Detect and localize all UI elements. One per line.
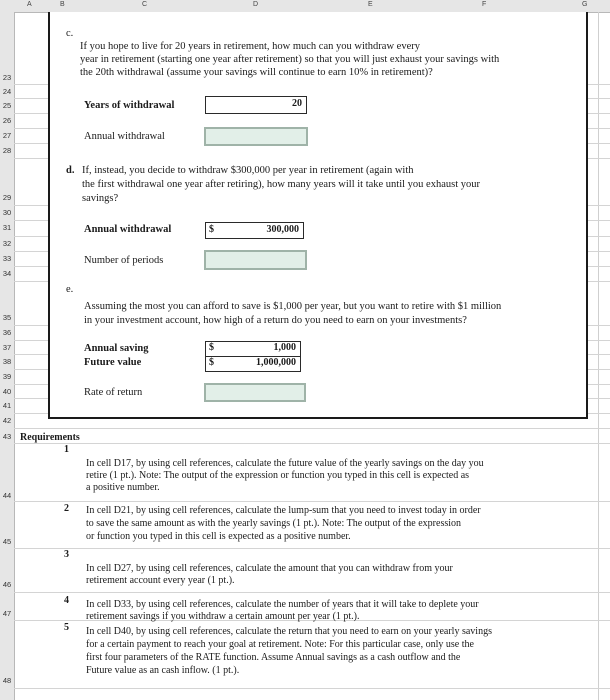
requirement-5-line-2: for a certain payment to reach your goal at retirement. Note: For this particular case, only use the: [86, 639, 474, 650]
number-of-periods-answer-cell[interactable]: [204, 250, 307, 270]
requirement-1-line-2: retire (1 pt.). Note: The output of the expression or function you typed in this cell is expected as: [86, 470, 470, 481]
requirement-1-line-1: In cell D17, by using cell references, calculate the future value of the yearly savings on the day you: [86, 458, 484, 469]
rate-of-return-label: Rate of return: [84, 387, 143, 398]
part-d-question-line-2: the first withdrawal one year after retiring), how many years will it take until you exhaust your: [82, 179, 481, 190]
requirement-number: 5: [64, 622, 69, 633]
requirement-3-line-1: In cell D27, by using cell references, calculate the amount that you can withdraw from your: [86, 563, 453, 574]
row-number[interactable]: 30: [2, 208, 12, 217]
row-number[interactable]: 46: [2, 580, 12, 589]
requirement-number: 4: [64, 595, 69, 606]
currency-symbol: $: [209, 224, 214, 235]
column-header-d[interactable]: D: [253, 1, 259, 8]
row-number[interactable]: 41: [2, 401, 12, 410]
years-of-withdrawal-value: 20: [292, 98, 302, 109]
row-number[interactable]: 45: [2, 537, 12, 546]
requirement-5-line-1: In cell D40, by using cell references, calculate the return that you need to earn on your yearly savings: [86, 626, 492, 637]
row-number[interactable]: 23: [2, 73, 12, 82]
row-number[interactable]: 29: [2, 193, 12, 202]
requirement-4-line-1: In cell D33, by using cell references, calculate the number of years that it will take to deplete your: [86, 599, 479, 610]
requirement-number: 3: [64, 549, 69, 560]
column-header-f[interactable]: F: [482, 1, 487, 8]
row-gridline: [14, 443, 610, 444]
number-of-periods-label: Number of periods: [84, 255, 164, 266]
part-d-question-line-3: savings?: [82, 193, 119, 204]
row-number[interactable]: 38: [2, 357, 12, 366]
column-gridline: [598, 12, 599, 700]
future-value-input-cell[interactable]: [205, 356, 301, 372]
row-gridline: [14, 428, 610, 429]
part-d-letter: d.: [66, 165, 75, 176]
requirement-number: 1: [64, 444, 69, 455]
row-number[interactable]: 24: [2, 87, 12, 96]
requirement-4-line-2: retirement savings if you withdraw a certain amount per year (1 pt.).: [86, 611, 360, 622]
column-header-b[interactable]: B: [60, 1, 65, 8]
currency-symbol: $: [209, 357, 214, 368]
future-value-label: Future value: [84, 357, 142, 368]
part-c-letter: c.: [66, 28, 74, 39]
future-value-value: 1,000,000: [256, 357, 296, 368]
annual-withdrawal-input-cell[interactable]: [205, 222, 304, 239]
row-number[interactable]: 25: [2, 101, 12, 110]
row-number[interactable]: 32: [2, 239, 12, 248]
row-gridline: [14, 548, 610, 549]
currency-symbol: $: [209, 342, 214, 353]
rate-of-return-answer-cell[interactable]: [204, 383, 306, 402]
requirement-5-line-4: Future value as an cash inflow. (1 pt.).: [86, 665, 240, 676]
row-number[interactable]: 31: [2, 223, 12, 232]
row-number[interactable]: 34: [2, 269, 12, 278]
annual-withdrawal-answer-cell[interactable]: [204, 127, 308, 146]
years-of-withdrawal-label: Years of withdrawal: [84, 100, 175, 111]
annual-withdrawal-label-d: Annual withdrawal: [84, 224, 172, 235]
part-d-question-line-1: If, instead, you decide to withdraw $300,000 per year in retirement (again with: [82, 165, 414, 176]
requirements-heading: Requirements: [20, 432, 80, 443]
column-header-e[interactable]: E: [368, 1, 373, 8]
row-number[interactable]: 35: [2, 313, 12, 322]
requirement-2-line-2: to save the same amount as with the yearly savings (1 pt.). Note: The output of the expression: [86, 518, 462, 529]
part-c-question-line-1: If you hope to live for 20 years in retirement, how much can you withdraw every: [80, 41, 420, 52]
row-number[interactable]: 40: [2, 387, 12, 396]
annual-saving-label: Annual saving: [84, 343, 149, 354]
column-header-a[interactable]: A: [27, 1, 32, 8]
requirement-5-line-3: first four parameters of the RATE function. Assume Annual savings as a cash outflow and the: [86, 652, 461, 663]
part-e-letter: e.: [66, 284, 74, 295]
row-number[interactable]: 48: [2, 676, 12, 685]
years-of-withdrawal-cell[interactable]: [205, 96, 307, 114]
annual-saving-value: 1,000: [273, 342, 296, 353]
column-header-g[interactable]: G: [582, 1, 588, 8]
requirement-3-line-2: retirement account every year (1 pt.).: [86, 575, 235, 586]
requirement-2-line-3: or function you typed in this cell is expected as a positive number.: [86, 531, 351, 542]
part-c-question-line-2: year in retirement (starting one year after retirement) so that you will just exhaust your savings with: [80, 54, 500, 65]
annual-withdrawal-label-c: Annual withdrawal: [84, 131, 165, 142]
row-gridline: [14, 592, 610, 593]
row-gridline: [14, 501, 610, 502]
row-number[interactable]: 42: [2, 416, 12, 425]
row-number[interactable]: 43: [2, 432, 12, 441]
row-number[interactable]: 33: [2, 254, 12, 263]
row-number[interactable]: 27: [2, 131, 12, 140]
row-number[interactable]: 37: [2, 343, 12, 352]
requirement-2-line-1: In cell D21, by using cell references, calculate the lump-sum that you need to invest today in order: [86, 505, 481, 516]
requirement-1-line-3: a positive number.: [86, 482, 160, 493]
row-number[interactable]: 44: [2, 491, 12, 500]
annual-withdrawal-value: 300,000: [266, 224, 299, 235]
part-e-question-line-1: Assuming the most you can afford to save is $1,000 per year, but you want to retire with $1 million: [84, 301, 502, 312]
row-number[interactable]: 39: [2, 372, 12, 381]
requirement-number: 2: [64, 503, 69, 514]
row-number[interactable]: 26: [2, 116, 12, 125]
row-gridline: [14, 688, 610, 689]
row-number[interactable]: 28: [2, 146, 12, 155]
part-e-question-line-2: in your investment account, how high of a return do you need to earn on your investments?: [84, 315, 467, 326]
part-c-question-line-3: the 20th withdrawal (assume your savings will continue to earn 10% in retirement)?: [80, 67, 433, 78]
row-number[interactable]: 47: [2, 609, 12, 618]
annual-saving-input-cell[interactable]: [205, 341, 301, 357]
row-number[interactable]: 36: [2, 328, 12, 337]
column-header-c[interactable]: C: [142, 1, 148, 8]
